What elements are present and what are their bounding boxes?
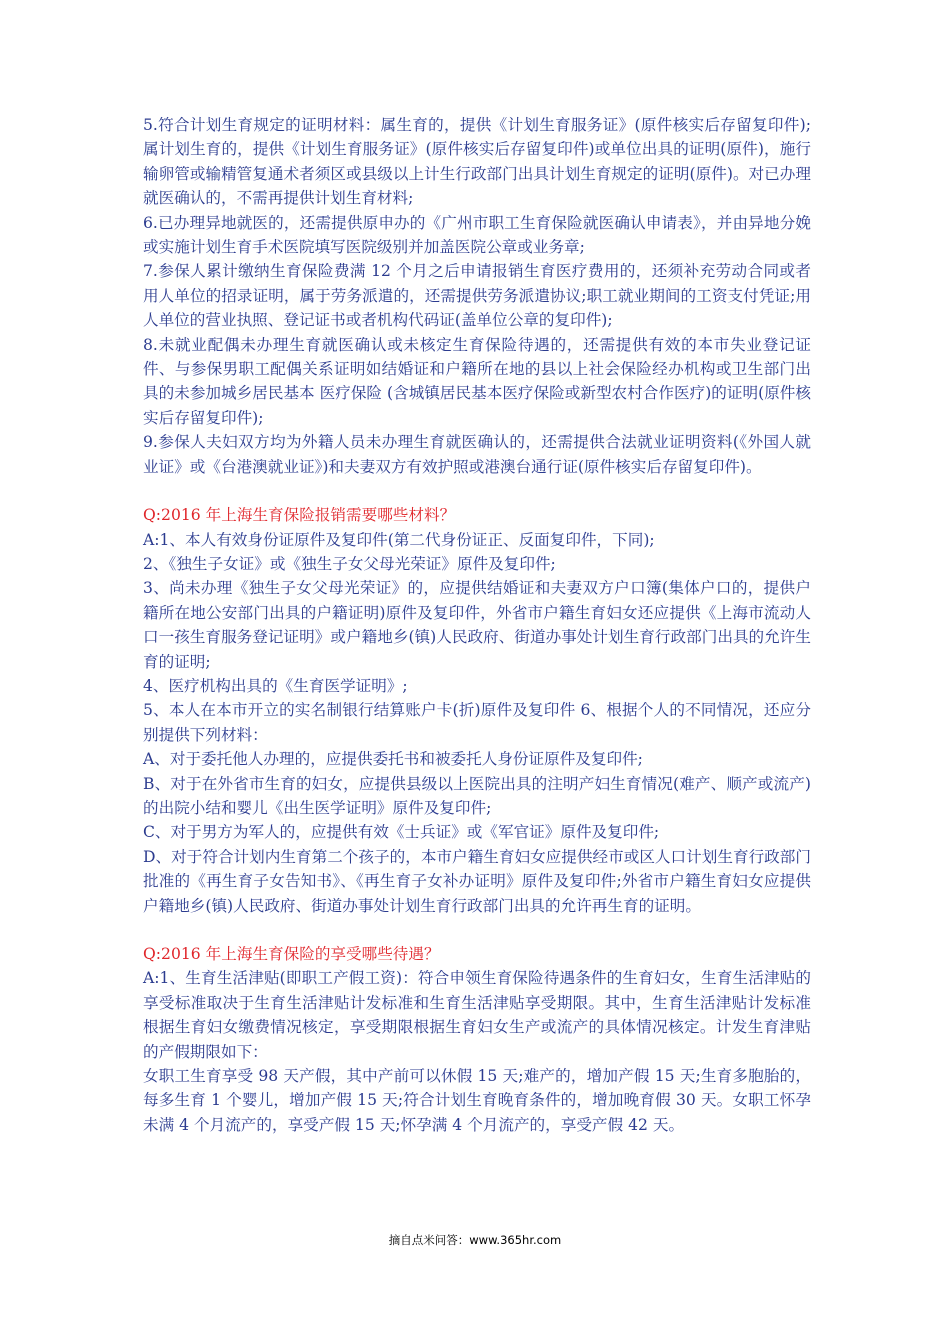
answer-item-d: D、对于符合计划内生育第二个孩子的，本市户籍生育妇女应提供经市或区人口计划生育行政部门批准的《再生育子女告知书》、《再生育子女补办证明》原件及复印件;外省市户籍生育妇女应提供户籍地乡(镇)人民政府、街道办事处计划生育行政部门出具的允许再生育的证明。 [143,847,811,915]
paragraph-item-8: 8.未就业配偶未办理生育就医确认或未核定生育保险待遇的，还需提供有效的本市失业登记证件、与参保男职工配偶关系证明如结婚证和户籍所在地的县以上社会保险经办机构或卫生部门出具的未参加城乡居民基本 医疗保险 (含城镇居民基本医疗保险或新型农村合作医疗)的证明(原件核实后存留复印件); [143,335,811,427]
benefit-paragraph-2: 女职工生育享受 98 天产假，其中产前可以休假 15 天;难产的，增加产假 15 天;生育多胞胎的，每多生育 1 个婴儿，增加产假 15 天;符合计划生育晚育条件的，增加晚育假 30 天。女职工怀孕未满 4 个月流产的，享受产假 15 天;怀孕满 4 个月流产的，享受产假 42 天。 [143,1067,811,1134]
paragraph-item-5: 5.符合计划生育规定的证明材料：属生育的，提供《计划生育服务证》(原件核实后存留复印件);属计划生育的，提供《计划生育服务证》(原件核实后存留复印件)或单位出具的证明(原件)，施行输卵管或输精管复通术者须区或县级以上计生行政部门出具计划生育规定的证明(原件)。对已办理就医确认的，不需再提供计划生育材料; [143,116,811,208]
answer-item-c: C、对于男方为军人的，应提供有效《士兵证》或《军官证》原件及复印件; [143,823,660,842]
section-spacer [143,918,811,942]
document-body [143,113,811,1137]
page-footer-source: 摘自点米问答：www.365hr.com [388,1233,562,1247]
question-heading-materials: Q:2016 年上海生育保险报销需要哪些材料？ [143,506,456,525]
answer-item-5: 5、本人在本市开立的实名制银行结算账户卡(折)原件及复印件 6、根据个人的不同情况，还应分别提供下列材料： [143,701,811,744]
answer-item-a: A、对于委托他人办理的，应提供委托书和被委托人身份证原件及复印件; [143,750,643,769]
answer-item-2: 2、《独生子女证》或《独生子女父母光荣证》原件及复印件; [143,554,556,573]
paragraph-item-6: 6.已办理异地就医的，还需提供原申办的《广州市职工生育保险就医确认申请表》，并由异地分娩或实施计划生育手术医院填写医院级别并加盖医院公章或业务章; [143,213,811,257]
answer-item-3: 3、尚未办理《独生子女父母光荣证》的，应提供结婚证和夫妻双方户口簿(集体户口的，提供户籍所在地公安部门出具的户籍证明)原件及复印件，外省市户籍生育妇女还应提供《上海市流动人口一孩生育服务登记证明》或户籍地乡(镇)人民政府、街道办事处计划生育行政部门出具的允许生育的证明; [143,579,811,671]
question-heading-benefits: Q:2016 年上海生育保险的享受哪些待遇？ [143,945,440,963]
answer-item-4: 4、医疗机构出具的《生育医学证明》; [143,676,408,695]
paragraph-item-9: 9.参保人夫妇双方均为外籍人员未办理生育就医确认的，还需提供合法就业证明资料(《外国人就业证》或《台港澳就业证》)和夫妻双方有效护照或港澳台通行证(原件核实后存留复印件)。 [143,433,811,476]
paragraph-item-7: 7.参保人累计缴纳生育保险费满 12 个月之后申请报销生育医疗费用的，还须补充劳动合同或者用人单位的招录证明，属于劳务派遣的，还需提供劳务派遣协议;职工就业期间的工资支付凭证;用人单位的营业执照、登记证书或者机构代码证(盖单位公章的复印件); [143,262,811,330]
answer-item-1: A:1、本人有效身份证原件及复印件(第二代身份证正、反面复印件，下同); [143,530,655,549]
section-spacer [143,479,811,503]
benefit-paragraph-1: A:1、生育生活津贴(即职工产假工资)：符合申领生育保险待遇条件的生育妇女，生育生活津贴的享受标准取决于生育生活津贴计发标准和生育生活津贴享受期限。其中，生育生活津贴计发标准根据生育妇女缴费情况核定，享受期限根据生育妇女生产或流产的具体情况核定。计发生育津贴的产假期限如下： [143,969,811,1061]
answer-item-b: B、对于在外省市生育的妇女，应提供县级以上医院出具的注明产妇生育情况(难产、顺产或流产)的出院小结和婴儿《出生医学证明》原件及复印件; [143,774,811,817]
